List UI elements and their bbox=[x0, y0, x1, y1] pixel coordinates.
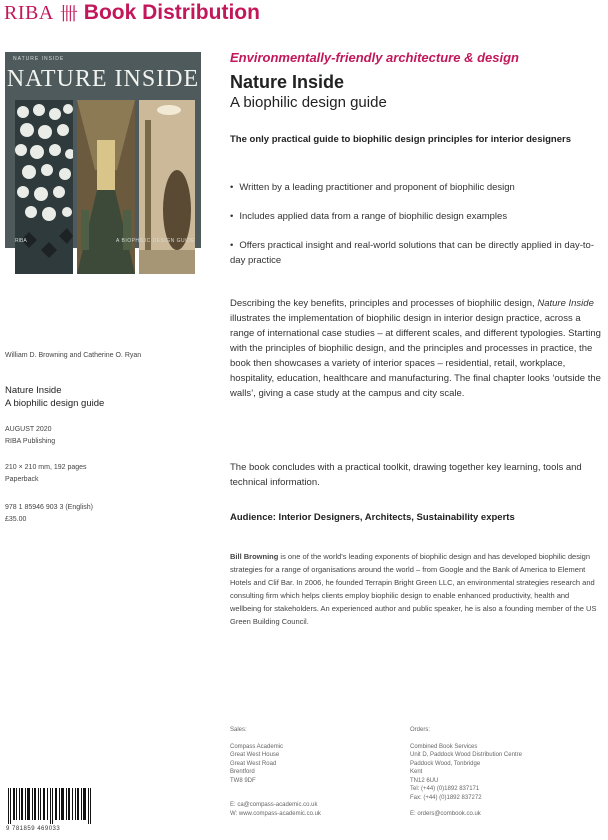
orders-line: TN12 6UU bbox=[410, 777, 439, 784]
orders-line: Paddock Wood, Tonbridge bbox=[410, 760, 481, 767]
sidebar-publisher: RIBA Publishing bbox=[5, 438, 56, 445]
sidebar-title: Nature Inside bbox=[5, 385, 62, 396]
book-subtitle: A biophilic design guide bbox=[230, 94, 387, 111]
feature-item bbox=[230, 180, 602, 195]
feature-item bbox=[230, 238, 602, 268]
sales-line: TW8 9DF bbox=[230, 777, 256, 784]
sidebar-format: Paperback bbox=[5, 476, 39, 483]
barcode-icon bbox=[6, 788, 96, 824]
sales-web-link[interactable]: W: www.compass-academic.co.uk bbox=[230, 810, 321, 817]
sidebar-subtitle: A biophilic design guide bbox=[5, 398, 105, 409]
riba-logo: RIBA bbox=[4, 1, 54, 24]
author-name: Bill Browning bbox=[230, 552, 279, 561]
orders-line: Unit D, Paddock Wood Distribution Centre bbox=[410, 752, 522, 758]
cover-photo-interior bbox=[139, 100, 195, 274]
audience-line: Audience: Interior Designers, Architects, Sustainability experts bbox=[230, 512, 515, 523]
sales-line: Great West House bbox=[230, 752, 280, 758]
sidebar-date: AUGUST 2020 bbox=[5, 426, 52, 433]
author-bio bbox=[230, 550, 602, 628]
sales-label: Sales: bbox=[230, 727, 247, 733]
sales-line: Brentford bbox=[230, 769, 255, 775]
bullet-icon: • bbox=[230, 211, 234, 222]
sidebar-isbn: 978 1 85946 903 3 (English) bbox=[5, 504, 93, 511]
sales-contact bbox=[230, 726, 321, 818]
feature-text: Includes applied data from a range of biophilic design examples bbox=[239, 211, 508, 222]
cover-top-text: NATURE INSIDE bbox=[13, 56, 65, 62]
orders-email-link[interactable]: E: orders@combook.co.uk bbox=[410, 811, 481, 817]
book-lead: The only practical guide to biophilic design principles for interior designers bbox=[230, 134, 571, 145]
book-description bbox=[230, 296, 602, 401]
cover-subtitle: A BIOPHILIC DESIGN GUIDE bbox=[116, 238, 195, 244]
feature-list bbox=[230, 180, 602, 282]
feature-text: Offers practical insight and real-world solutions that can be directly applied in day-to-day practice bbox=[230, 240, 595, 266]
orders-tel: Tel: (+44) (0)1892 837171 bbox=[410, 786, 480, 792]
book-description-conclusion: The book concludes with a practical toolkit, drawing together key learning, tools and technical information. bbox=[230, 462, 582, 488]
sidebar-price: £35.00 bbox=[5, 516, 27, 523]
orders-line: Combined Book Services bbox=[410, 743, 478, 750]
description-rest: illustrates the implementation of biophilic design in interior design practice, across a range of international case studies – at different scales, and different typologies. Starting with the principles of biophilic design, and the principles and processes in practice, the book then showcases a variety of interior spaces – residential, retail, workplace, hospitality, education, healthcare and manufacturing. The final chapter looks ‘outside the walls’, giving a case study at the campus and city scale. bbox=[230, 313, 601, 399]
sales-line: Great West Road bbox=[230, 760, 277, 767]
cover-photo-corridor bbox=[77, 100, 135, 274]
book-cover bbox=[5, 52, 201, 248]
sales-line: Compass Academic bbox=[230, 743, 284, 750]
book-title: Nature Inside bbox=[230, 72, 345, 92]
sidebar-dimensions: 210 × 210 mm, 192 pages bbox=[5, 464, 87, 471]
cover-photo-tiles bbox=[15, 100, 73, 274]
riba-mark-icon: 卌 bbox=[59, 4, 78, 25]
author-bio-text: is one of the world's leading exponents of biophilic design and has developed biophilic design strategies for a range of organisations around the world – from Google and the Bank of America to Element Hotels and Clif Bar. In 2006, he founded Terrapin Bright Green LLC, an environmental strategies research and consulting firm which helps clients employ biophilic design to enable enhanced productivity, health and wellbeing for stakeholders. An experienced author and public speaker, he is also a founding member of the US Green Building Council. bbox=[230, 552, 597, 626]
orders-fax: Fax: (+44) (0)1892 837272 bbox=[410, 794, 482, 801]
sales-email-link[interactable]: E: ca@compass-academic.co.uk bbox=[230, 802, 318, 808]
cover-title: NATURE INSIDE bbox=[6, 66, 200, 92]
orders-line: Kent bbox=[410, 769, 423, 775]
feature-item bbox=[230, 209, 602, 224]
sidebar-authors: William D. Browning and Catherine O. Ryan bbox=[5, 352, 142, 359]
bullet-icon: • bbox=[230, 240, 234, 251]
feature-text: Written by a leading practitioner and proponent of biophilic design bbox=[239, 182, 515, 193]
bullet-icon: • bbox=[230, 182, 234, 193]
barcode-number: 9 781859 469033 bbox=[6, 826, 61, 832]
orders-label: Orders: bbox=[410, 727, 431, 733]
orders-contact bbox=[410, 726, 522, 819]
description-title-emphasis: Nature Inside bbox=[537, 298, 594, 309]
book-category: Environmentally-friendly architecture & design bbox=[230, 50, 519, 65]
page-header bbox=[4, 0, 260, 26]
isbn-barcode bbox=[6, 788, 96, 836]
brand-title: Book Distribution bbox=[83, 1, 260, 24]
description-start: Describing the key benefits, principles and processes of biophilic design, bbox=[230, 298, 538, 309]
cover-publisher-mark: RIBA bbox=[15, 238, 27, 244]
